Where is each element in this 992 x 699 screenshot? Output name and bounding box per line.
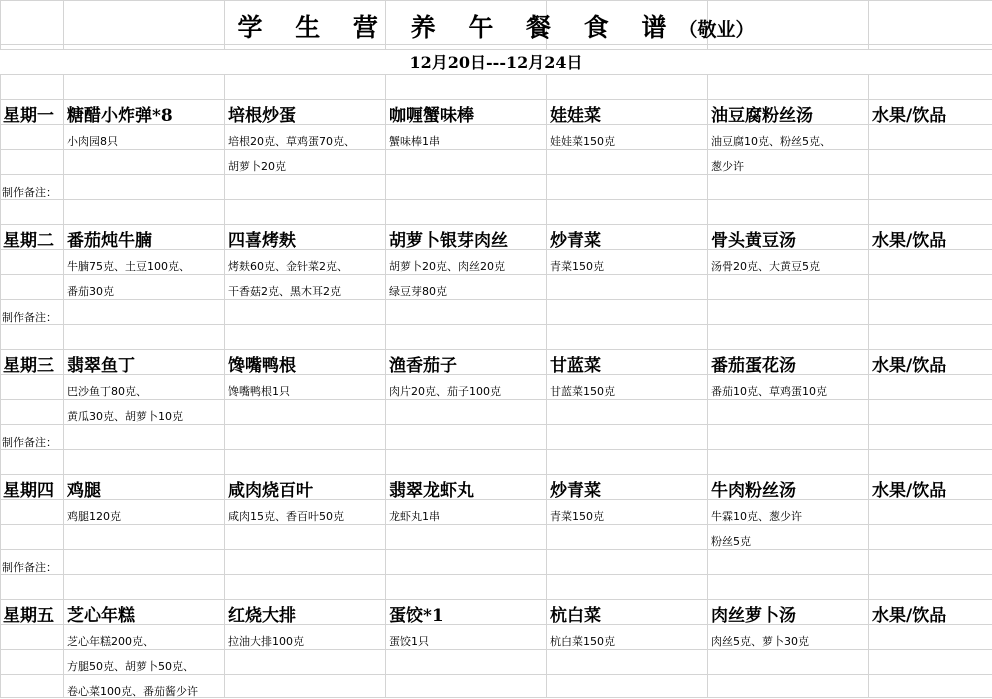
dish-name: 杭白菜	[550, 606, 601, 626]
dish-name: 甘蓝菜	[550, 356, 601, 376]
grid-row-line	[0, 599, 992, 600]
dish-name: 炒青菜	[550, 231, 601, 251]
dish-ingredients: 牛腩75克、土豆100克、	[67, 260, 190, 273]
grid-row-line	[0, 574, 992, 575]
weekday-label: 星期二	[3, 231, 54, 251]
dish-name: 水果/饮品	[872, 481, 947, 501]
dish-name: 四喜烤麸	[228, 231, 296, 251]
dish-name: 番茄炖牛腩	[67, 231, 152, 251]
grid-row-line	[0, 224, 992, 225]
dish-ingredients: 葱少许	[711, 160, 744, 173]
prep-note-label: 制作备注：	[2, 561, 57, 574]
menu-title-suffix: （敬业）	[678, 19, 755, 41]
dish-name: 炒青菜	[550, 481, 601, 501]
dish-ingredients: 芝心年糕200克、	[67, 635, 154, 648]
grid-row-line	[0, 44, 992, 45]
dish-ingredients: 黄瓜30克、胡萝卜10克	[67, 410, 183, 423]
grid-row-line	[0, 424, 992, 425]
prep-note-label: 制作备注：	[2, 436, 57, 449]
prep-note-label: 制作备注：	[2, 186, 57, 199]
dish-name: 水果/饮品	[872, 231, 947, 251]
grid-col-line	[63, 74, 64, 698]
dish-name: 番茄蛋花汤	[711, 356, 796, 376]
grid-row-line	[0, 99, 992, 100]
dish-name: 牛肉粉丝汤	[711, 481, 796, 501]
dish-ingredients: 油豆腐10克、粉丝5克、	[711, 135, 831, 148]
dish-ingredients: 牛霖10克、葱少许	[711, 510, 802, 523]
grid-row-line	[0, 374, 992, 375]
dish-ingredients: 咸肉15克、香百叶50克	[228, 510, 344, 523]
prep-note-label: 制作备注：	[2, 311, 57, 324]
dish-name: 红烧大排	[228, 606, 296, 626]
grid-row-line	[0, 349, 992, 350]
grid-row-line	[0, 449, 992, 450]
dish-name: 水果/饮品	[872, 106, 947, 126]
grid-row-line	[0, 74, 992, 75]
dish-ingredients: 粉丝5克	[711, 535, 751, 548]
dish-ingredients: 培根20克、草鸡蛋70克、	[228, 135, 355, 148]
dish-ingredients: 娃娃菜150克	[550, 135, 615, 148]
date-range: 12月20日---12月24日	[409, 53, 583, 72]
weekday-label: 星期三	[3, 356, 54, 376]
dish-ingredients: 肉丝5克、萝卜30克	[711, 635, 809, 648]
grid-row-line	[0, 299, 992, 300]
grid-row-line	[0, 649, 992, 650]
dish-ingredients: 杭白菜150克	[550, 635, 615, 648]
dish-ingredients: 甘蓝菜150克	[550, 385, 615, 398]
grid-col-line	[546, 74, 547, 698]
dish-name: 油豆腐粉丝汤	[711, 106, 813, 126]
dish-ingredients: 卷心菜100克、番茄酱少许	[67, 685, 198, 698]
grid-row-line	[0, 0, 992, 1]
grid-row-line	[0, 274, 992, 275]
dish-ingredients: 龙虾丸1串	[389, 510, 440, 523]
grid-row-line	[0, 674, 992, 675]
grid-row-line	[0, 324, 992, 325]
dish-ingredients: 绿豆芽80克	[389, 285, 447, 298]
dish-ingredients: 蛋饺1只	[389, 635, 429, 648]
grid-col-line	[385, 74, 386, 698]
dish-ingredients: 干香菇2克、黑木耳2克	[228, 285, 341, 298]
dish-name: 蛋饺*1	[389, 606, 444, 626]
dish-name: 馋嘴鸭根	[228, 356, 296, 376]
weekday-label: 星期一	[3, 106, 54, 126]
grid-col-line	[0, 74, 1, 698]
grid-row-line	[0, 524, 992, 525]
dish-ingredients: 番茄30克	[67, 285, 114, 298]
dish-name: 咖喱蟹味棒	[389, 106, 474, 126]
dish-ingredients: 青菜150克	[550, 260, 604, 273]
dish-name: 肉丝萝卜汤	[711, 606, 796, 626]
dish-name: 娃娃菜	[550, 106, 601, 126]
dish-name: 水果/饮品	[872, 606, 947, 626]
grid-row-line	[0, 549, 992, 550]
dish-ingredients: 鸡腿120克	[67, 510, 121, 523]
grid-row-line	[0, 199, 992, 200]
dish-name: 鸡腿	[67, 481, 101, 501]
dish-ingredients: 胡萝卜20克	[228, 160, 286, 173]
dish-ingredients: 肉片20克、茄子100克	[389, 385, 501, 398]
grid-row-line	[0, 174, 992, 175]
menu-title	[0, 8, 992, 44]
grid-row-line	[0, 399, 992, 400]
dish-ingredients: 巴沙鱼丁80克、	[67, 385, 147, 398]
grid-row-line	[0, 149, 992, 150]
grid-col-line	[707, 74, 708, 698]
dish-name: 渔香茄子	[389, 356, 457, 376]
dish-ingredients: 青菜150克	[550, 510, 604, 523]
dish-ingredients: 烤麸60克、金针菜2克、	[228, 260, 348, 273]
dish-name: 糖醋小炸弹*8	[67, 106, 173, 126]
dish-ingredients: 小肉园8只	[67, 135, 118, 148]
grid-col-line	[224, 74, 225, 698]
dish-ingredients: 汤骨20克、大黄豆5克	[711, 260, 820, 273]
dish-name: 培根炒蛋	[228, 106, 296, 126]
dish-ingredients: 蟹味棒1串	[389, 135, 440, 148]
grid-col-line	[868, 74, 869, 698]
grid-row-line	[0, 499, 992, 500]
grid-row-line	[0, 624, 992, 625]
dish-name: 咸肉烧百叶	[228, 481, 313, 501]
dish-name: 翡翠鱼丁	[67, 356, 135, 376]
dish-ingredients: 方腿50克、胡萝卜50克、	[67, 660, 194, 673]
dish-ingredients: 馋嘴鸭根1只	[228, 385, 290, 398]
dish-ingredients: 拉油大排100克	[228, 635, 304, 648]
menu-title-text: 学 生 营 养 午 餐 食 谱	[237, 13, 679, 42]
weekday-label: 星期五	[3, 606, 54, 626]
dish-name: 骨头黄豆汤	[711, 231, 796, 251]
dish-ingredients: 番茄10克、草鸡蛋10克	[711, 385, 827, 398]
dish-name: 芝心年糕	[67, 606, 135, 626]
dish-name: 胡萝卜银芽肉丝	[389, 231, 508, 251]
weekday-label: 星期四	[3, 481, 54, 501]
dish-name: 翡翠龙虾丸	[389, 481, 474, 501]
dish-name: 水果/饮品	[872, 356, 947, 376]
dish-ingredients: 胡萝卜20克、肉丝20克	[389, 260, 505, 273]
grid-row-line	[0, 474, 992, 475]
